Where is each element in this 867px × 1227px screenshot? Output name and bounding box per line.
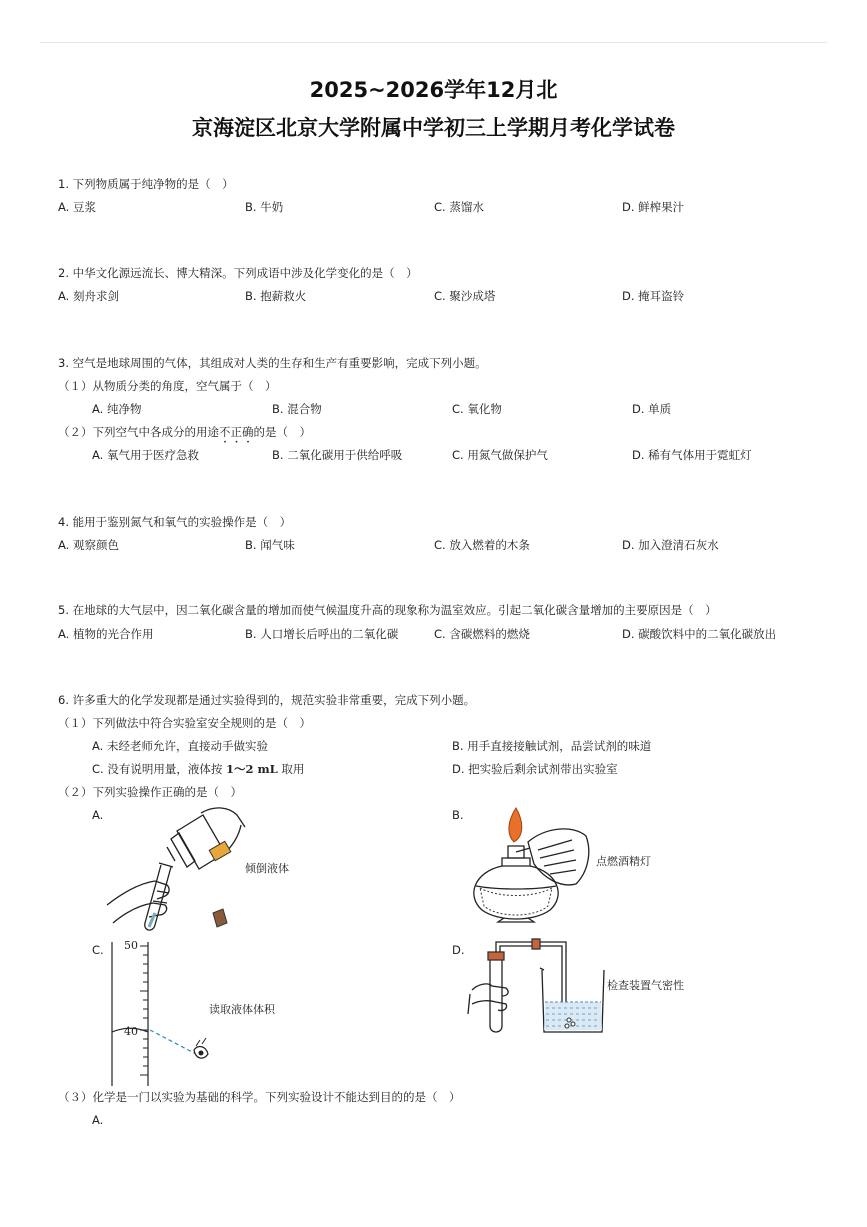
option-b[interactable]: B. 闻气味	[245, 538, 295, 552]
question-stem: 2. 中华文化源远流长、博大精深。下列成语中涉及化学变化的是（ ）	[58, 266, 418, 280]
option-d[interactable]: D. 稀有气体用于霓虹灯	[632, 448, 752, 462]
subquestion-2-stem	[58, 424, 311, 446]
option-d-label[interactable]: D.	[452, 943, 465, 957]
option-d[interactable]: D. 加入澄清石灰水	[622, 538, 719, 552]
option-b[interactable]: B. 人口增长后呼出的二氧化碳	[245, 627, 399, 641]
cylinder-tick-50: 50	[124, 939, 138, 952]
exam-title-line2: 京海淀区北京大学附属中学初三上学期月考化学试卷	[192, 116, 675, 140]
option-c[interactable]: C. 含碳燃料的燃烧	[434, 627, 530, 641]
option-c[interactable]: C. 放入燃着的木条	[434, 538, 530, 552]
option-c[interactable]: C. 用氮气做保护气	[452, 448, 548, 462]
option-c[interactable]: C. 蒸馏水	[434, 200, 484, 214]
option-a[interactable]: A. 植物的光合作用	[58, 627, 154, 641]
option-b[interactable]: B. 混合物	[272, 402, 322, 416]
option-c[interactable]	[92, 761, 304, 777]
option-c[interactable]: C. 氧化物	[452, 402, 502, 416]
question-stem: 4. 能用于鉴别氮气和氧气的实验操作是（ ）	[58, 515, 292, 529]
exam-title-line1: 2025~2026学年12月北	[309, 78, 558, 102]
caption-pouring-liquid: 倾倒液体	[245, 862, 289, 875]
option-a[interactable]: A. 豆浆	[58, 200, 96, 214]
graduated-cylinder-illustration	[108, 936, 218, 1088]
option-d[interactable]: D. 掩耳盗铃	[622, 289, 685, 303]
emphasized-text: 不正确	[219, 425, 254, 439]
option-a[interactable]: A. 纯净物	[92, 402, 142, 416]
option-d[interactable]: D. 鲜榨果汁	[622, 200, 685, 214]
option-a[interactable]: A. 观察颜色	[58, 538, 119, 552]
option-a-label[interactable]: A.	[92, 808, 104, 822]
subquestion-1-stem: （１）从物质分类的角度，空气属于（ ）	[58, 379, 277, 393]
cylinder-tick-40: 40	[124, 1025, 138, 1038]
alcohol-lamp-illustration	[468, 806, 593, 924]
option-c-label[interactable]: C.	[92, 943, 104, 957]
pouring-liquid-illustration	[105, 805, 255, 935]
subquestion-2-stem: （２）下列实验操作正确的是（ ）	[58, 785, 242, 799]
question-stem: 5. 在地球的大气层中，因二氧化碳含量的增加而使气候温度升高的现象称为温室效应。引起二氧化碳含量增加的主要原因是（ ）	[58, 603, 717, 617]
question-stem: 3. 空气是地球周围的气体，其组成对人类的生存和生产有重要影响，完成下列小题。	[58, 356, 487, 370]
caption-airtightness: 检查装置气密性	[607, 979, 684, 992]
option-d[interactable]: D. 把实验后剩余试剂带出实验室	[452, 762, 618, 776]
option-a[interactable]: A. 刻舟求剑	[58, 289, 119, 303]
option-d[interactable]: D. 碳酸饮料中的二氧化碳放出	[622, 627, 777, 641]
option-a-label[interactable]: A.	[92, 1113, 104, 1127]
page-top-rule	[40, 42, 827, 43]
question-stem: 6. 许多重大的化学发现都是通过实验得到的，规范实验非常重要，完成下列小题。	[58, 693, 476, 707]
caption-alcohol-lamp: 点燃酒精灯	[596, 855, 651, 868]
option-c[interactable]: C. 聚沙成塔	[434, 289, 496, 303]
option-text: C. 没有说明用量，液体按	[92, 762, 223, 776]
option-a[interactable]: A. 未经老师允许，直接动手做实验	[92, 739, 268, 753]
option-b[interactable]: B. 牛奶	[245, 200, 284, 214]
option-a[interactable]: A. 氧气用于医疗急救	[92, 448, 199, 462]
option-b[interactable]: B. 用手直接接触试剂，品尝试剂的味道	[452, 739, 652, 753]
caption-reading-volume: 读取液体体积	[209, 1003, 275, 1016]
stem-text: 的是（ ）	[253, 425, 311, 439]
question-stem: 1. 下列物质属于纯净物的是（ ）	[58, 177, 234, 191]
option-b-label[interactable]: B.	[452, 808, 464, 822]
stem-text: （２）下列空气中各成分的用途	[58, 425, 219, 439]
option-b[interactable]: B. 抱薪救火	[245, 289, 307, 303]
option-d[interactable]: D. 单质	[632, 402, 672, 416]
subquestion-1-stem: （１）下列做法中符合实验室安全规则的是（ ）	[58, 716, 311, 730]
option-text: 取用	[281, 762, 305, 776]
option-b[interactable]: B. 二氧化碳用于供给呼吸	[272, 448, 403, 462]
subquestion-3-stem: （３）化学是一门以实验为基础的科学。下列实验设计不能达到目的的是（ ）	[58, 1090, 461, 1104]
airtightness-check-illustration	[466, 934, 606, 1034]
amount-math: 1～2 mL	[226, 762, 278, 776]
